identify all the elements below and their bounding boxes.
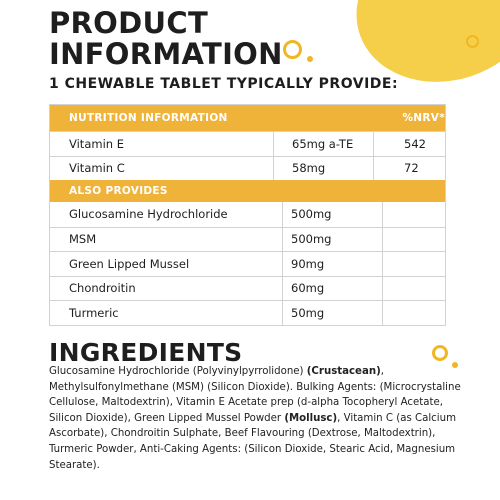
nutrient-nrv: 542 [373, 132, 445, 156]
nutrition-table [49, 104, 446, 326]
allergen-crustacean: (Crustacean) [306, 366, 381, 377]
ingredient-nrv-empty [382, 228, 445, 252]
ingredient-amount: 50mg [282, 301, 382, 325]
ingredient-name: Chondroitin [69, 281, 136, 296]
table-row [50, 300, 445, 325]
decorative-ring-large [283, 40, 302, 59]
nutrient-name: Vitamin E [69, 136, 124, 151]
ingredients-text [49, 364, 464, 473]
title-line-1: PRODUCT [49, 6, 209, 40]
ingredient-amount: 500mg [282, 228, 382, 252]
also-provides-header-row [50, 180, 445, 202]
table-row [50, 131, 445, 156]
table-row [50, 227, 445, 252]
ingredients-title: INGREDIENTS [49, 338, 243, 367]
table-row [50, 276, 445, 301]
ingredient-amount: 60mg [282, 277, 382, 301]
table-row [50, 251, 445, 276]
nutrient-amount: 65mg a-TE [273, 132, 373, 156]
ingredients-text-part: Glucosamine Hydrochloride (Polyvinylpyrrolidone) [49, 366, 307, 377]
ingredient-nrv-empty [382, 301, 445, 325]
allergen-mollusc: (Mollusc) [284, 412, 338, 424]
decorative-ring-ingredients [432, 345, 448, 361]
ingredient-name: Turmeric [69, 305, 119, 320]
nutrition-header-row [50, 105, 445, 131]
decorative-dot [307, 56, 313, 62]
nutrient-name: Vitamin C [69, 161, 125, 176]
ingredient-name: MSM [69, 232, 97, 247]
ingredient-name: Green Lipped Mussel [69, 256, 190, 271]
nutrient-nrv: 72 [373, 157, 445, 181]
title-line-2: INFORMATION [49, 37, 283, 71]
ingredient-name: Glucosamine Hydrochloride [69, 207, 228, 222]
page-title [49, 8, 283, 70]
also-provides-label: ALSO PROVIDES [69, 185, 168, 197]
ingredient-nrv-empty [382, 252, 445, 276]
ingredients-text-part: , Methylsulfonylmethane (MSM) (Silicon Dioxide). Bulking Agents: (Microcrystaline Cellulose, Maltodextrin), Vitamin E Acetate prep (d-alpha Tocopheryl Acetate, Silicon Dioxide), Green Lipped Mussel Powder [49, 366, 461, 424]
ingredient-nrv-empty [382, 202, 445, 227]
nutrition-header-label: NUTRITION INFORMATION [69, 112, 228, 124]
ingredients-text-part: , Vitamin C (as Calcium Ascorbate), Chondroitin Sulphate, Beef Flavouring (Dextrose, Maltodextrin), Turmeric Powder, Anti-Caking Agents: (Silicon Dioxide, Stearic Acid, Magnesium Stearate). [49, 412, 456, 471]
table-row [50, 202, 445, 227]
ingredient-nrv-empty [382, 277, 445, 301]
ingredient-amount: 500mg [282, 202, 382, 227]
serving-subtitle: 1 CHEWABLE TABLET TYPICALLY PROVIDE: [49, 76, 399, 92]
table-row [50, 156, 445, 181]
ingredient-amount: 90mg [282, 252, 382, 276]
nutrient-amount: 58mg [273, 157, 373, 181]
decorative-ring-small [466, 35, 479, 48]
nutrition-header-nrv: %NRV* [402, 112, 445, 124]
